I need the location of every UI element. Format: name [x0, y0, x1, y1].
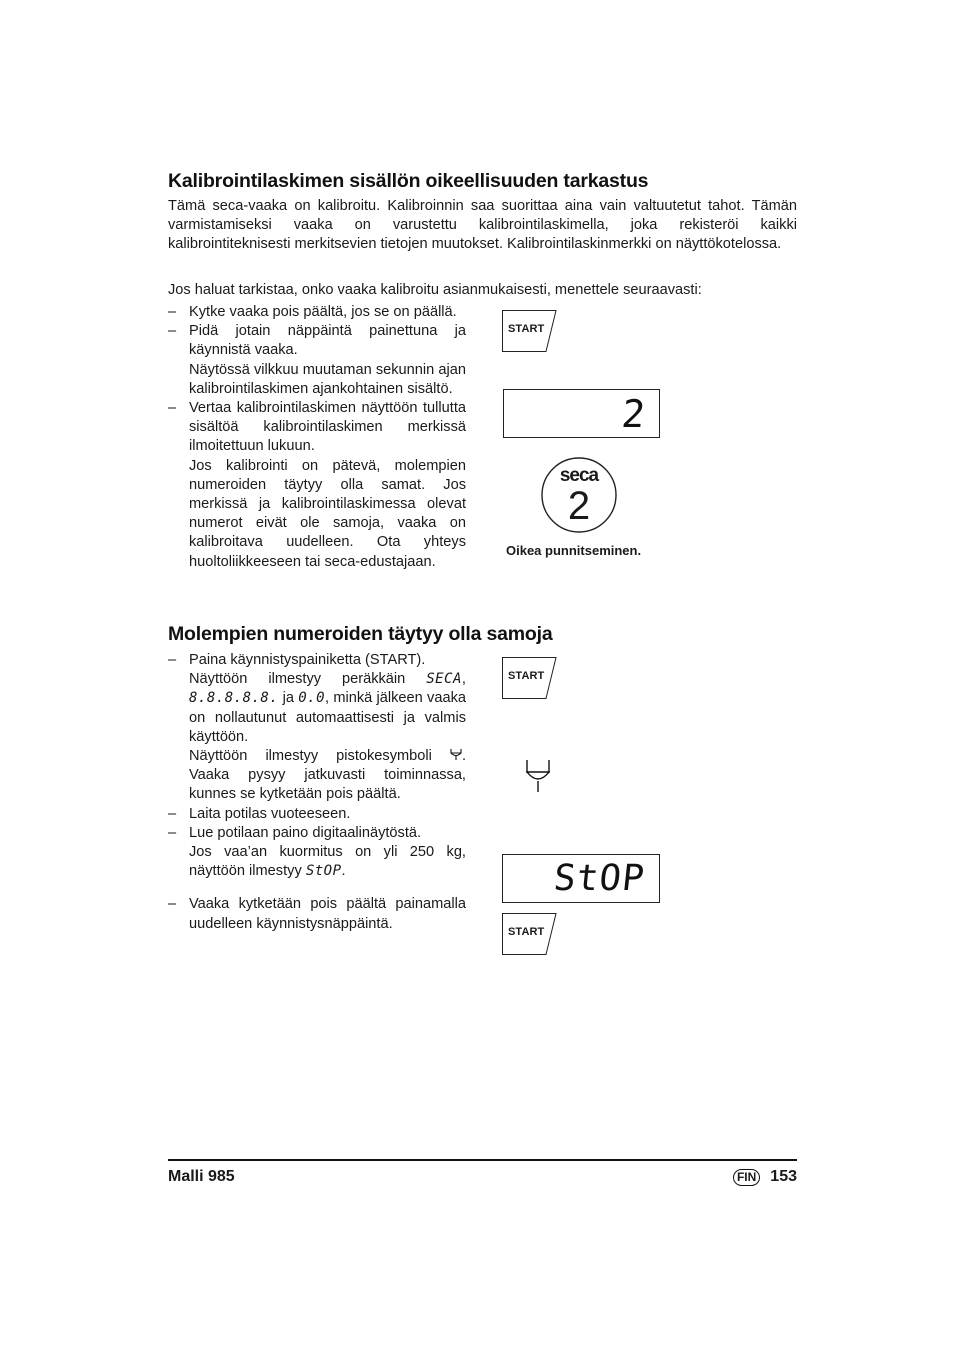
- start-label: START: [508, 670, 545, 682]
- list-dash: –: [168, 824, 177, 841]
- step-text: Laita potilas vuoteeseen.: [189, 805, 351, 822]
- seal-caption: Oikea punnitseminen.: [506, 543, 642, 558]
- list-item: [168, 651, 466, 670]
- language-badge: FIN: [733, 1169, 760, 1186]
- note-text: Jos vaa’an kuormitus on yli 250 kg, näyttöön ilmestyy: [189, 844, 466, 880]
- list-item: [168, 824, 466, 843]
- step-text: Paina käynnistyspainiketta (START).: [189, 652, 426, 668]
- section-title-calibration-check: Kalibrointilaskimen sisällön oikeellisuuden tarkastus: [168, 170, 649, 192]
- list-item: [168, 895, 466, 933]
- seca-calibration-seal: [541, 457, 617, 533]
- step-note: [168, 843, 466, 881]
- start-button-illustration: [502, 657, 558, 699]
- list-item: [168, 805, 466, 824]
- instruction-list-2: [168, 651, 466, 934]
- step-note: Jos kalibrointi on pätevä, molempien numeroiden täytyy olla samat. Jos merkissä ja kalibrointilaskimessa olevat numerot eivät ole samoja, vaaka on kalibroitava uudelleen. Ota yhteys huoltoliikkeeseen tai seca-edustajaan.: [189, 457, 466, 570]
- start-label: START: [508, 323, 545, 335]
- note-text: Näyttöön ilmestyy pistokesymboli: [189, 748, 432, 765]
- lcd-text-seca: SECA: [426, 671, 462, 688]
- list-dash: –: [168, 805, 177, 822]
- list-dash: –: [168, 652, 177, 668]
- section-title-numbers-match: Molempien numeroiden täytyy olla samoja: [168, 623, 553, 645]
- list-dash: –: [168, 323, 177, 340]
- lcd-display-counter: [503, 389, 660, 438]
- list-dash: –: [168, 304, 177, 320]
- plug-icon-inline: [450, 747, 462, 761]
- start-button-illustration: [502, 310, 558, 352]
- list-item: [168, 399, 466, 457]
- step-text: Lue potilaan paino digitaalinäytöstä.: [189, 824, 422, 841]
- lead-paragraph: Jos haluat tarkistaa, onko vaaka kalibroitu asianmukaisesti, menettele seuraavasti:: [168, 282, 702, 298]
- comma: ,: [461, 671, 466, 688]
- lcd-text-stop: StOP: [305, 863, 342, 880]
- step-text: Vertaa kalibrointilaskimen näyttöön tullutta sisältöä kalibrointilaskimen merkissä ilmoitettuun lukuun.: [189, 400, 466, 455]
- and-text: ja: [282, 690, 294, 707]
- plug-icon: [524, 758, 552, 799]
- seal-brand: seca: [559, 465, 599, 486]
- list-dash: –: [168, 896, 177, 913]
- lcd-text-zero: 0.0: [298, 690, 326, 707]
- step-note: Näytössä vilkkuu muutaman sekunnin ajan kalibrointilaskimen ajankohtainen sisältö.: [189, 361, 466, 397]
- note-text: , minkä jälkeen vaaka on nollautunut automaattisesti ja valmis käyttöön.: [189, 690, 466, 745]
- instruction-list-1: [168, 303, 466, 572]
- step-text: Vaaka kytketään pois päältä painamalla uudelleen käynnistysnäppäintä.: [189, 896, 466, 932]
- footer-right: [733, 1168, 797, 1186]
- step-note: [168, 747, 466, 805]
- list-item: [168, 322, 466, 360]
- footer-model: Malli 985: [168, 1168, 235, 1185]
- plug-icon-graphic: [524, 758, 552, 794]
- list-dash: –: [168, 400, 177, 417]
- period: .: [341, 863, 346, 880]
- step-note: [168, 670, 466, 747]
- page-number: 153: [770, 1168, 797, 1185]
- lcd-display-stop: [502, 854, 660, 903]
- start-button-illustration: [502, 913, 558, 955]
- start-label: START: [508, 926, 545, 938]
- lcd-text-test: 8.8.8.8.8.: [189, 690, 279, 707]
- note-text: . Vaaka pysyy jatkuvasti toiminnassa, kunnes se kytketään pois päältä.: [189, 748, 466, 803]
- lcd-value: 2: [619, 391, 648, 436]
- footer-rule: [168, 1159, 797, 1161]
- note-text: Näyttöön ilmestyy peräkkäin: [189, 671, 406, 688]
- list-item: [168, 303, 466, 322]
- lcd-value: StOP: [552, 858, 648, 899]
- intro-paragraph: Tämä seca-vaaka on kalibroitu. Kalibroinnin saa suorittaa aina vain valtuutetut tahot. Tämän varmistamiseksi vaaka on varustettu kalibrointilaskimella, joka rekisteröi kaikki kalibrointiteknisesti merkitsevien tietojen muutokset. Kalibrointilaskinmerkki on näyttökotelossa.: [168, 198, 797, 253]
- step-text: Pidä jotain näppäintä painettuna ja käynnistä vaaka.: [189, 323, 466, 359]
- step-text: Kytke vaaka pois päältä, jos se on päällä.: [189, 304, 457, 320]
- seal-number: 2: [567, 484, 591, 528]
